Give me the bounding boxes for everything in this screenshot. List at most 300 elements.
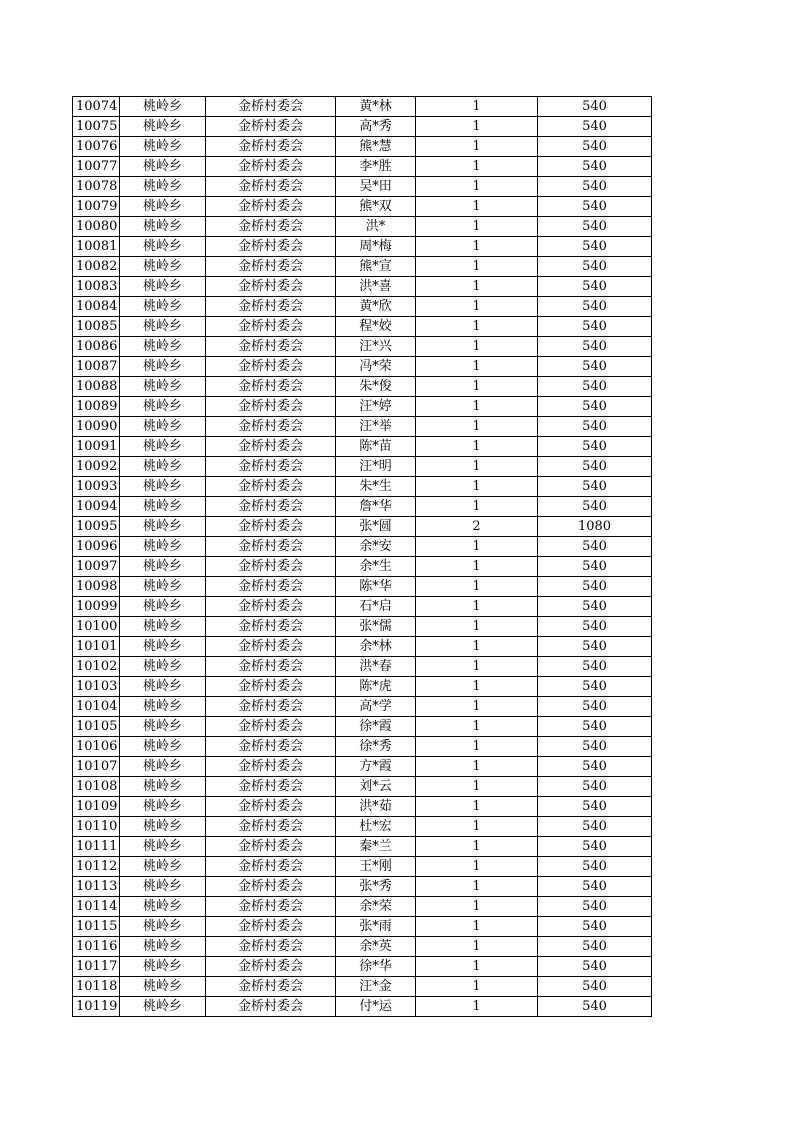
record-id-cell: 10075 <box>73 117 120 137</box>
record-id-cell: 10076 <box>73 137 120 157</box>
township-cell: 桃岭乡 <box>120 577 206 597</box>
table-row <box>73 797 652 817</box>
name-cell: 洪*茹 <box>336 797 416 817</box>
village-committee-cell: 金桥村委会 <box>206 957 336 977</box>
township-cell: 桃岭乡 <box>120 817 206 837</box>
name-cell: 刘*云 <box>336 777 416 797</box>
township-cell: 桃岭乡 <box>120 317 206 337</box>
count-cell: 1 <box>416 777 538 797</box>
table-row <box>73 297 652 317</box>
village-committee-cell: 金桥村委会 <box>206 917 336 937</box>
count-cell: 1 <box>416 97 538 117</box>
village-committee-cell: 金桥村委会 <box>206 677 336 697</box>
count-cell: 1 <box>416 837 538 857</box>
record-id-cell: 10101 <box>73 637 120 657</box>
village-committee-cell: 金桥村委会 <box>206 177 336 197</box>
name-cell: 汪*举 <box>336 417 416 437</box>
village-committee-cell: 金桥村委会 <box>206 377 336 397</box>
table-row <box>73 777 652 797</box>
township-cell: 桃岭乡 <box>120 177 206 197</box>
amount-cell: 540 <box>538 717 652 737</box>
count-cell: 1 <box>416 397 538 417</box>
township-cell: 桃岭乡 <box>120 877 206 897</box>
amount-cell: 540 <box>538 337 652 357</box>
record-id-cell: 10080 <box>73 217 120 237</box>
record-id-cell: 10091 <box>73 437 120 457</box>
township-cell: 桃岭乡 <box>120 937 206 957</box>
village-committee-cell: 金桥村委会 <box>206 237 336 257</box>
table-row <box>73 377 652 397</box>
name-cell: 朱*俊 <box>336 377 416 397</box>
township-cell: 桃岭乡 <box>120 717 206 737</box>
table-row <box>73 717 652 737</box>
village-committee-cell: 金桥村委会 <box>206 617 336 637</box>
record-id-cell: 10089 <box>73 397 120 417</box>
name-cell: 余*生 <box>336 557 416 577</box>
village-committee-cell: 金桥村委会 <box>206 997 336 1017</box>
count-cell: 1 <box>416 597 538 617</box>
count-cell: 1 <box>416 457 538 477</box>
table-row <box>73 637 652 657</box>
name-cell: 汪*金 <box>336 977 416 997</box>
village-committee-cell: 金桥村委会 <box>206 217 336 237</box>
village-committee-cell: 金桥村委会 <box>206 257 336 277</box>
record-id-cell: 10083 <box>73 277 120 297</box>
township-cell: 桃岭乡 <box>120 897 206 917</box>
village-committee-cell: 金桥村委会 <box>206 757 336 777</box>
township-cell: 桃岭乡 <box>120 337 206 357</box>
name-cell: 洪*春 <box>336 657 416 677</box>
amount-cell: 540 <box>538 857 652 877</box>
table-row <box>73 877 652 897</box>
name-cell: 王*刚 <box>336 857 416 877</box>
table-row <box>73 477 652 497</box>
village-committee-cell: 金桥村委会 <box>206 537 336 557</box>
record-id-cell: 10092 <box>73 457 120 477</box>
name-cell: 付*运 <box>336 997 416 1017</box>
village-committee-cell: 金桥村委会 <box>206 457 336 477</box>
table-row <box>73 617 652 637</box>
record-id-cell: 10099 <box>73 597 120 617</box>
amount-cell: 540 <box>538 297 652 317</box>
table-row <box>73 897 652 917</box>
record-id-cell: 10111 <box>73 837 120 857</box>
name-cell: 朱*生 <box>336 477 416 497</box>
amount-cell: 540 <box>538 657 652 677</box>
record-id-cell: 10094 <box>73 497 120 517</box>
village-committee-cell: 金桥村委会 <box>206 737 336 757</box>
record-id-cell: 10115 <box>73 917 120 937</box>
count-cell: 1 <box>416 917 538 937</box>
table-row <box>73 317 652 337</box>
count-cell: 1 <box>416 317 538 337</box>
table-row <box>73 757 652 777</box>
record-id-cell: 10100 <box>73 617 120 637</box>
record-id-cell: 10114 <box>73 897 120 917</box>
village-committee-cell: 金桥村委会 <box>206 717 336 737</box>
amount-cell: 1080 <box>538 517 652 537</box>
count-cell: 1 <box>416 577 538 597</box>
township-cell: 桃岭乡 <box>120 457 206 477</box>
township-cell: 桃岭乡 <box>120 997 206 1017</box>
count-cell: 1 <box>416 237 538 257</box>
name-cell: 徐*霞 <box>336 717 416 737</box>
amount-cell: 540 <box>538 397 652 417</box>
count-cell: 1 <box>416 677 538 697</box>
amount-cell: 540 <box>538 557 652 577</box>
table-row <box>73 117 652 137</box>
name-cell: 洪* <box>336 217 416 237</box>
table-row <box>73 217 652 237</box>
record-id-cell: 10082 <box>73 257 120 277</box>
township-cell: 桃岭乡 <box>120 977 206 997</box>
amount-cell: 540 <box>538 777 652 797</box>
record-id-cell: 10110 <box>73 817 120 837</box>
name-cell: 汪*明 <box>336 457 416 477</box>
village-committee-cell: 金桥村委会 <box>206 357 336 377</box>
table-row <box>73 937 652 957</box>
count-cell: 1 <box>416 357 538 377</box>
count-cell: 1 <box>416 757 538 777</box>
township-cell: 桃岭乡 <box>120 157 206 177</box>
township-cell: 桃岭乡 <box>120 597 206 617</box>
name-cell: 张*儒 <box>336 617 416 637</box>
name-cell: 吴*田 <box>336 177 416 197</box>
township-cell: 桃岭乡 <box>120 217 206 237</box>
record-id-cell: 10098 <box>73 577 120 597</box>
township-cell: 桃岭乡 <box>120 617 206 637</box>
village-committee-cell: 金桥村委会 <box>206 157 336 177</box>
name-cell: 黄*欣 <box>336 297 416 317</box>
amount-cell: 540 <box>538 497 652 517</box>
table-row <box>73 197 652 217</box>
township-cell: 桃岭乡 <box>120 137 206 157</box>
amount-cell: 540 <box>538 597 652 617</box>
table-row <box>73 437 652 457</box>
township-cell: 桃岭乡 <box>120 917 206 937</box>
table-row <box>73 497 652 517</box>
village-committee-cell: 金桥村委会 <box>206 877 336 897</box>
township-cell: 桃岭乡 <box>120 657 206 677</box>
record-id-cell: 10096 <box>73 537 120 557</box>
amount-cell: 540 <box>538 617 652 637</box>
record-id-cell: 10077 <box>73 157 120 177</box>
village-committee-cell: 金桥村委会 <box>206 397 336 417</box>
village-committee-cell: 金桥村委会 <box>206 277 336 297</box>
record-id-cell: 10078 <box>73 177 120 197</box>
township-cell: 桃岭乡 <box>120 397 206 417</box>
record-id-cell: 10104 <box>73 697 120 717</box>
name-cell: 陈*苗 <box>336 437 416 457</box>
count-cell: 1 <box>416 537 538 557</box>
count-cell: 1 <box>416 737 538 757</box>
name-cell: 黄*林 <box>336 97 416 117</box>
township-cell: 桃岭乡 <box>120 497 206 517</box>
count-cell: 1 <box>416 377 538 397</box>
count-cell: 1 <box>416 657 538 677</box>
count-cell: 1 <box>416 637 538 657</box>
record-id-cell: 10107 <box>73 757 120 777</box>
village-committee-cell: 金桥村委会 <box>206 837 336 857</box>
record-id-cell: 10079 <box>73 197 120 217</box>
table-row <box>73 917 652 937</box>
township-cell: 桃岭乡 <box>120 797 206 817</box>
record-id-cell: 10106 <box>73 737 120 757</box>
table-row <box>73 137 652 157</box>
name-cell: 余*荣 <box>336 897 416 917</box>
name-cell: 詹*华 <box>336 497 416 517</box>
table-row <box>73 737 652 757</box>
record-id-cell: 10102 <box>73 657 120 677</box>
table-row <box>73 657 652 677</box>
township-cell: 桃岭乡 <box>120 637 206 657</box>
amount-cell: 540 <box>538 417 652 437</box>
record-id-cell: 10112 <box>73 857 120 877</box>
table-row <box>73 457 652 477</box>
table-row <box>73 97 652 117</box>
record-id-cell: 10117 <box>73 957 120 977</box>
record-id-cell: 10074 <box>73 97 120 117</box>
count-cell: 1 <box>416 957 538 977</box>
township-cell: 桃岭乡 <box>120 857 206 877</box>
amount-cell: 540 <box>538 877 652 897</box>
table-row <box>73 977 652 997</box>
village-committee-cell: 金桥村委会 <box>206 577 336 597</box>
amount-cell: 540 <box>538 177 652 197</box>
amount-cell: 540 <box>538 97 652 117</box>
count-cell: 1 <box>416 697 538 717</box>
data-table <box>72 96 652 1017</box>
name-cell: 余*林 <box>336 637 416 657</box>
amount-cell: 540 <box>538 577 652 597</box>
count-cell: 1 <box>416 437 538 457</box>
count-cell: 1 <box>416 817 538 837</box>
table-row <box>73 397 652 417</box>
name-cell: 洪*喜 <box>336 277 416 297</box>
record-id-cell: 10118 <box>73 977 120 997</box>
village-committee-cell: 金桥村委会 <box>206 417 336 437</box>
count-cell: 1 <box>416 477 538 497</box>
count-cell: 1 <box>416 617 538 637</box>
township-cell: 桃岭乡 <box>120 777 206 797</box>
record-id-cell: 10081 <box>73 237 120 257</box>
table-row <box>73 577 652 597</box>
table-row <box>73 337 652 357</box>
record-id-cell: 10086 <box>73 337 120 357</box>
count-cell: 1 <box>416 497 538 517</box>
village-committee-cell: 金桥村委会 <box>206 797 336 817</box>
amount-cell: 540 <box>538 357 652 377</box>
count-cell: 1 <box>416 417 538 437</box>
table-row <box>73 417 652 437</box>
amount-cell: 540 <box>538 977 652 997</box>
amount-cell: 540 <box>538 257 652 277</box>
name-cell: 周*梅 <box>336 237 416 257</box>
village-committee-cell: 金桥村委会 <box>206 637 336 657</box>
record-id-cell: 10116 <box>73 937 120 957</box>
table-row <box>73 837 652 857</box>
amount-cell: 540 <box>538 917 652 937</box>
amount-cell: 540 <box>538 937 652 957</box>
township-cell: 桃岭乡 <box>120 277 206 297</box>
name-cell: 高*秀 <box>336 117 416 137</box>
village-committee-cell: 金桥村委会 <box>206 117 336 137</box>
count-cell: 1 <box>416 937 538 957</box>
name-cell: 汪*兴 <box>336 337 416 357</box>
name-cell: 秦*兰 <box>336 837 416 857</box>
table-row <box>73 277 652 297</box>
village-committee-cell: 金桥村委会 <box>206 817 336 837</box>
township-cell: 桃岭乡 <box>120 97 206 117</box>
record-id-cell: 10085 <box>73 317 120 337</box>
table-row <box>73 357 652 377</box>
amount-cell: 540 <box>538 137 652 157</box>
village-committee-cell: 金桥村委会 <box>206 517 336 537</box>
count-cell: 1 <box>416 337 538 357</box>
table-row <box>73 697 652 717</box>
amount-cell: 540 <box>538 537 652 557</box>
record-id-cell: 10090 <box>73 417 120 437</box>
village-committee-cell: 金桥村委会 <box>206 437 336 457</box>
name-cell: 汪*婷 <box>336 397 416 417</box>
record-id-cell: 10108 <box>73 777 120 797</box>
table-row <box>73 517 652 537</box>
name-cell: 张*雨 <box>336 917 416 937</box>
count-cell: 1 <box>416 977 538 997</box>
name-cell: 高*学 <box>336 697 416 717</box>
township-cell: 桃岭乡 <box>120 517 206 537</box>
amount-cell: 540 <box>538 317 652 337</box>
village-committee-cell: 金桥村委会 <box>206 197 336 217</box>
amount-cell: 540 <box>538 457 652 477</box>
village-committee-cell: 金桥村委会 <box>206 937 336 957</box>
record-id-cell: 10084 <box>73 297 120 317</box>
record-id-cell: 10113 <box>73 877 120 897</box>
count-cell: 1 <box>416 897 538 917</box>
amount-cell: 540 <box>538 957 652 977</box>
table-row <box>73 177 652 197</box>
count-cell: 1 <box>416 997 538 1017</box>
amount-cell: 540 <box>538 437 652 457</box>
table-body <box>73 97 652 1017</box>
village-committee-cell: 金桥村委会 <box>206 897 336 917</box>
table-row <box>73 257 652 277</box>
township-cell: 桃岭乡 <box>120 477 206 497</box>
village-committee-cell: 金桥村委会 <box>206 97 336 117</box>
name-cell: 陈*华 <box>336 577 416 597</box>
village-committee-cell: 金桥村委会 <box>206 857 336 877</box>
table-row <box>73 537 652 557</box>
amount-cell: 540 <box>538 217 652 237</box>
township-cell: 桃岭乡 <box>120 237 206 257</box>
count-cell: 1 <box>416 717 538 737</box>
village-committee-cell: 金桥村委会 <box>206 557 336 577</box>
amount-cell: 540 <box>538 757 652 777</box>
township-cell: 桃岭乡 <box>120 697 206 717</box>
amount-cell: 540 <box>538 377 652 397</box>
name-cell: 方*霞 <box>336 757 416 777</box>
township-cell: 桃岭乡 <box>120 297 206 317</box>
name-cell: 李*胜 <box>336 157 416 177</box>
village-committee-cell: 金桥村委会 <box>206 477 336 497</box>
table-row <box>73 557 652 577</box>
name-cell: 程*姣 <box>336 317 416 337</box>
village-committee-cell: 金桥村委会 <box>206 497 336 517</box>
amount-cell: 540 <box>538 477 652 497</box>
count-cell: 1 <box>416 157 538 177</box>
name-cell: 熊*慧 <box>336 137 416 157</box>
count-cell: 1 <box>416 857 538 877</box>
table-row <box>73 957 652 977</box>
village-committee-cell: 金桥村委会 <box>206 977 336 997</box>
count-cell: 1 <box>416 877 538 897</box>
township-cell: 桃岭乡 <box>120 677 206 697</box>
count-cell: 1 <box>416 217 538 237</box>
name-cell: 徐*秀 <box>336 737 416 757</box>
record-id-cell: 10095 <box>73 517 120 537</box>
amount-cell: 540 <box>538 117 652 137</box>
amount-cell: 540 <box>538 797 652 817</box>
village-committee-cell: 金桥村委会 <box>206 597 336 617</box>
name-cell: 张*圆 <box>336 517 416 537</box>
table-row <box>73 997 652 1017</box>
village-committee-cell: 金桥村委会 <box>206 337 336 357</box>
table-row <box>73 597 652 617</box>
count-cell: 1 <box>416 557 538 577</box>
village-committee-cell: 金桥村委会 <box>206 777 336 797</box>
township-cell: 桃岭乡 <box>120 757 206 777</box>
record-id-cell: 10093 <box>73 477 120 497</box>
amount-cell: 540 <box>538 157 652 177</box>
table-row <box>73 157 652 177</box>
table-row <box>73 857 652 877</box>
amount-cell: 540 <box>538 817 652 837</box>
township-cell: 桃岭乡 <box>120 537 206 557</box>
count-cell: 1 <box>416 197 538 217</box>
name-cell: 陈*虎 <box>336 677 416 697</box>
township-cell: 桃岭乡 <box>120 257 206 277</box>
count-cell: 1 <box>416 797 538 817</box>
township-cell: 桃岭乡 <box>120 197 206 217</box>
village-committee-cell: 金桥村委会 <box>206 297 336 317</box>
count-cell: 1 <box>416 297 538 317</box>
count-cell: 1 <box>416 257 538 277</box>
amount-cell: 540 <box>538 697 652 717</box>
township-cell: 桃岭乡 <box>120 557 206 577</box>
amount-cell: 540 <box>538 737 652 757</box>
name-cell: 杜*宏 <box>336 817 416 837</box>
record-id-cell: 10087 <box>73 357 120 377</box>
count-cell: 1 <box>416 277 538 297</box>
township-cell: 桃岭乡 <box>120 437 206 457</box>
record-id-cell: 10105 <box>73 717 120 737</box>
count-cell: 1 <box>416 137 538 157</box>
amount-cell: 540 <box>538 237 652 257</box>
name-cell: 徐*华 <box>336 957 416 977</box>
township-cell: 桃岭乡 <box>120 837 206 857</box>
name-cell: 石*启 <box>336 597 416 617</box>
township-cell: 桃岭乡 <box>120 377 206 397</box>
count-cell: 1 <box>416 177 538 197</box>
township-cell: 桃岭乡 <box>120 357 206 377</box>
township-cell: 桃岭乡 <box>120 957 206 977</box>
village-committee-cell: 金桥村委会 <box>206 317 336 337</box>
village-committee-cell: 金桥村委会 <box>206 697 336 717</box>
village-committee-cell: 金桥村委会 <box>206 657 336 677</box>
amount-cell: 540 <box>538 637 652 657</box>
name-cell: 熊*宣 <box>336 257 416 277</box>
name-cell: 余*安 <box>336 537 416 557</box>
